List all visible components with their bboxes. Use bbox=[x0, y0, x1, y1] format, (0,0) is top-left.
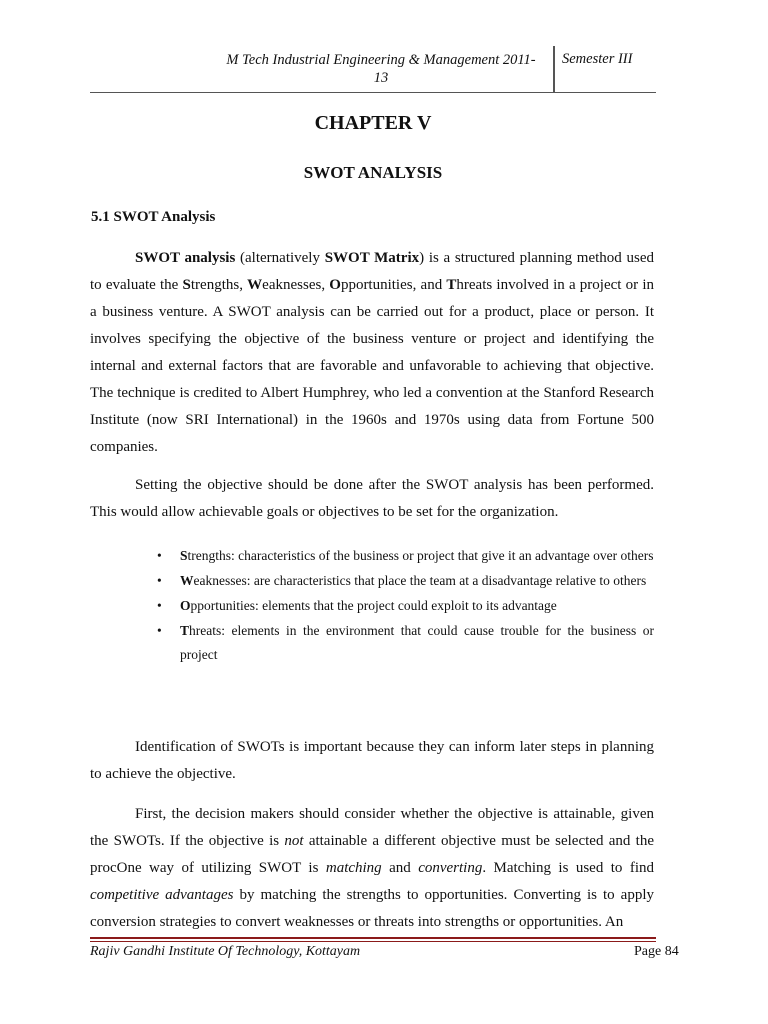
list-item: • Weaknesses: are characteristics that place the team at a disadvantage relative to others bbox=[135, 569, 654, 593]
header-separator bbox=[553, 46, 555, 92]
footer-rule bbox=[90, 937, 656, 939]
footer-institute: Rajiv Gandhi Institute Of Technology, Kottayam bbox=[90, 944, 361, 959]
bullet-icon: • bbox=[157, 598, 162, 613]
chapter-subtitle: SWOT ANALYSIS bbox=[303, 163, 443, 182]
chapter-title: CHAPTER V bbox=[314, 112, 432, 134]
bullet-icon: • bbox=[157, 573, 162, 588]
header-rule bbox=[90, 92, 656, 93]
swot-bullet-list bbox=[135, 544, 654, 668]
list-item: • Threats: elements in the environment that could cause trouble for the business or project bbox=[135, 619, 654, 667]
header-course-line2: 13 bbox=[373, 70, 389, 86]
bullet-icon: • bbox=[157, 623, 162, 638]
list-item: • Strengths: characteristics of the business or project that give it an advantage over others bbox=[135, 544, 654, 568]
footer-page-number: Page 84 bbox=[634, 944, 679, 959]
bullet-icon: • bbox=[157, 548, 162, 563]
header-semester: Semester III bbox=[562, 51, 633, 67]
paragraph-swot-definition: SWOT analysis (alternatively SWOT Matrix) is a structured planning method used to evaluate the Strengths, Weaknesses, Opportunities, and Threats involved in a project or in a business venture. A SWOT analysis can be carried out for a product, place or person. It involves specifying the objective of the business venture or project and identifying the internal and external factors that are favorable and unfavorable to achieving that objective. The technique is credited to Albert Humphrey, who led a convention at the Stanford Research Institute (now SRI International) in the 1960s and 1970s using data from Fortune 500 companies. bbox=[90, 250, 654, 455]
header-course bbox=[214, 51, 548, 87]
section-heading: 5.1 SWOT Analysis bbox=[91, 209, 216, 225]
paragraph-identification: Identification of SWOTs is important because they can inform later steps in planning to achieve the objective. bbox=[90, 739, 654, 782]
list-item: • Opportunities: elements that the project could exploit to its advantage bbox=[135, 594, 654, 618]
header-course-line1: M Tech Industrial Engineering & Management 2011- bbox=[226, 52, 536, 68]
footer-rule-thin bbox=[90, 941, 656, 942]
paragraph-matching-converting: First, the decision makers should consider whether the objective is attainable, given the SWOTs. If the objective is not attainable a different objective must be selected and the procOne way of utilizing SWOT is matching and converting. Matching is used to find competitive advantages by matching the strengths to opportunities. Converting is to apply conversion strategies to convert weaknesses or threats into strengths or opportunities. An bbox=[90, 806, 654, 930]
paragraph-objective: Setting the objective should be done after the SWOT analysis has been performed. This would allow achievable goals or objectives to be set for the organization. bbox=[90, 477, 654, 520]
